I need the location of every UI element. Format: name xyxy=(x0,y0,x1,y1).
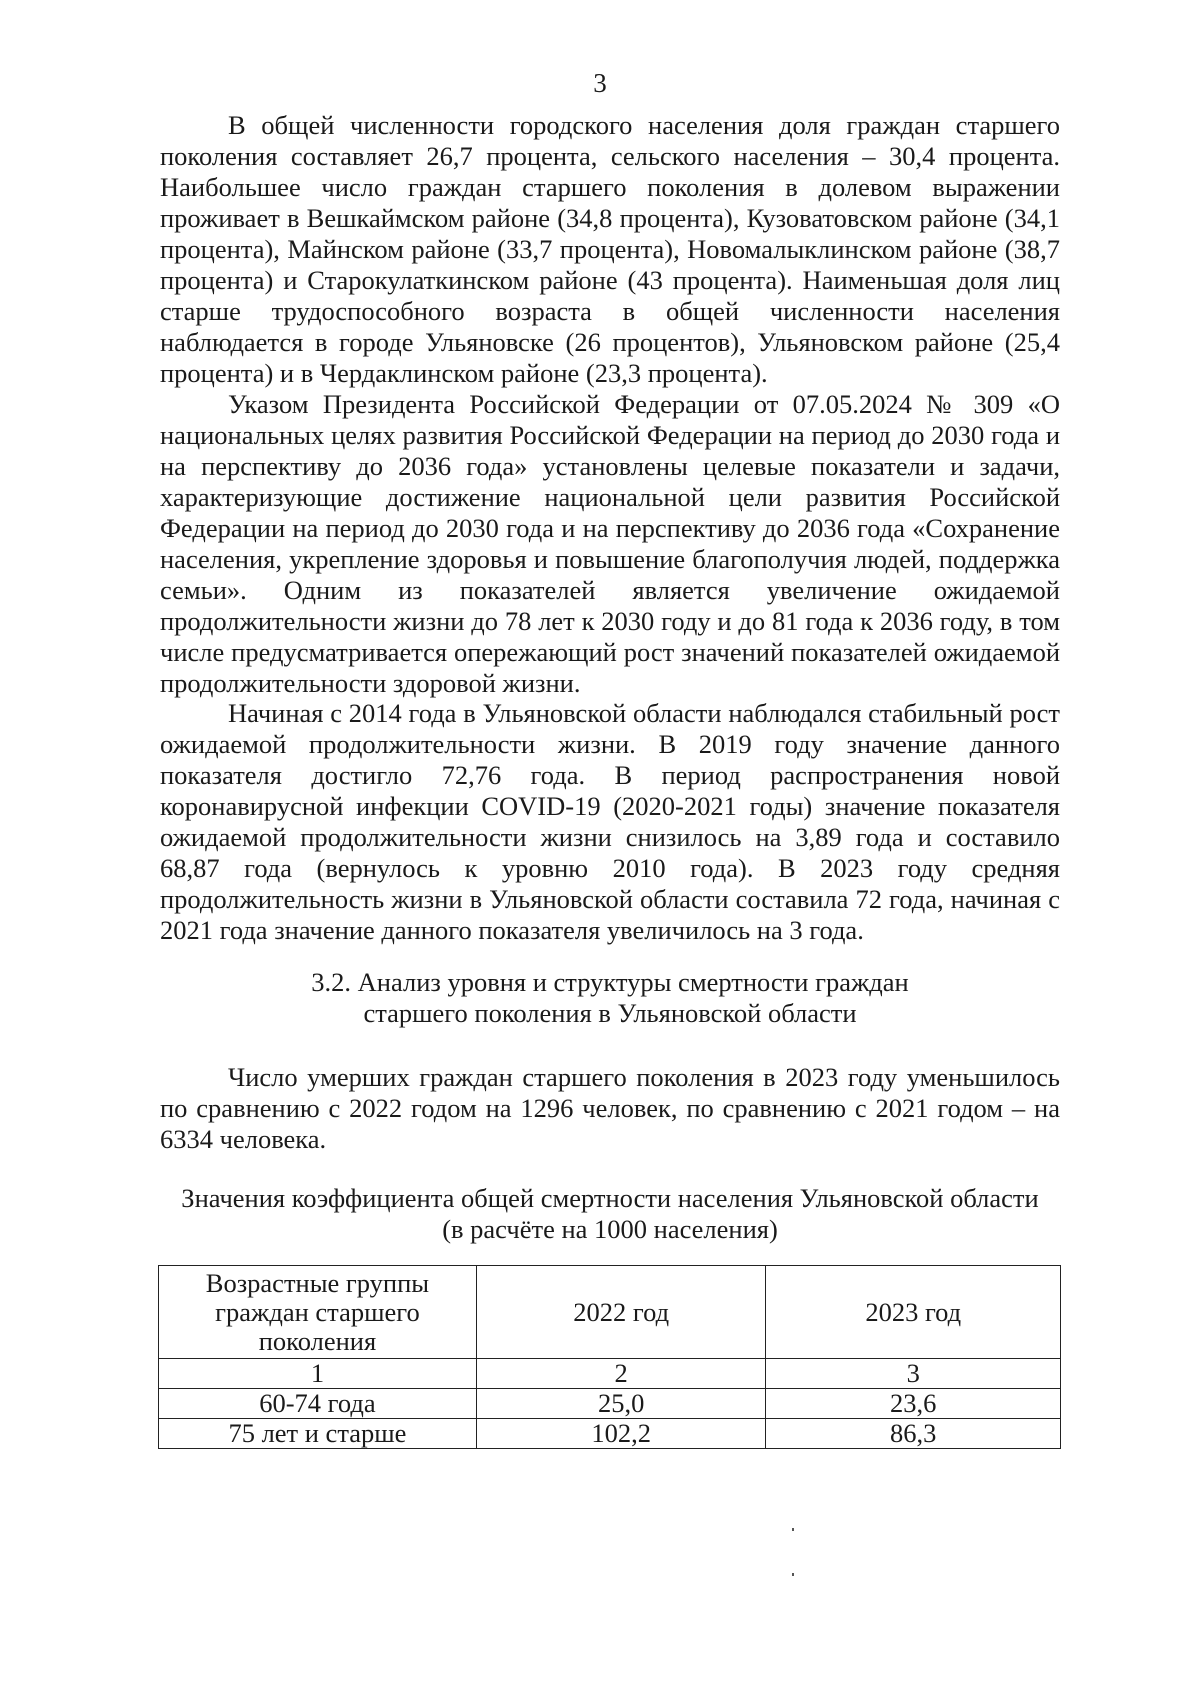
cell-2022-value: 25,0 xyxy=(476,1389,766,1419)
header-2022: 2022 год xyxy=(476,1266,766,1359)
table-header-row xyxy=(159,1266,1061,1359)
column-number-2: 2 xyxy=(476,1359,766,1389)
mortality-table xyxy=(158,1265,1061,1449)
cell-age-group: 60-74 года xyxy=(159,1389,477,1419)
header-age-groups xyxy=(159,1266,477,1359)
scan-speck xyxy=(792,1573,794,1576)
table-row xyxy=(159,1389,1061,1419)
cell-2022-value: 102,2 xyxy=(476,1419,766,1449)
table-caption-line-2: (в расчёте на 1000 населения) xyxy=(442,1214,778,1244)
section-heading xyxy=(160,967,1060,1029)
table-caption xyxy=(160,1183,1060,1245)
table-row xyxy=(159,1419,1061,1449)
column-number-1: 1 xyxy=(159,1359,477,1389)
cell-2023-value: 23,6 xyxy=(766,1389,1061,1419)
paragraph-presidential-decree: Указом Президента Российской Федерации от 07.05.2024 № 309 «О национальных целях развития Российской Федерации на период до 2030 года и на перспективу до 2036 года» установлены целевые показатели и задачи, характеризующие достижение национальной цели развития Российской Федерации на период до 2030 года и на перспективу до 2036 года «Сохранение населения, укрепление здоровья и повышение благополучия людей, поддержка семьи». Одним из показателей является увеличение ожидаемой продолжительности жизни до 78 лет к 2030 году и до 81 года к 2036 году, в том числе предусматривается опережающий рост значений показателей ожидаемой продолжительности здоровой жизни. xyxy=(160,389,1060,698)
scan-speck xyxy=(792,1528,794,1531)
paragraph-life-expectancy: Начиная с 2014 года в Ульяновской области наблюдался стабильный рост ожидаемой продолжительности жизни. В 2019 году значение данного показателя достигло 72,76 года. В период распространения новой коронавирусной инфекции COVID-19 (2020-2021 годы) значение показателя ожидаемой продолжительности жизни снизилось на 3,89 года и составило 68,87 года (вернулось к уровню 2010 года). В 2023 году средняя продолжительность жизни в Ульяновской области составила 72 года, начиная с 2021 года значение данного показателя увеличилось на 3 года. xyxy=(160,698,1060,945)
cell-2023-value: 86,3 xyxy=(766,1419,1061,1449)
section-heading-line-2: старшего поколения в Ульяновской области xyxy=(363,998,857,1028)
section-heading-line-1: 3.2. Анализ уровня и структуры смертности граждан xyxy=(311,967,909,997)
page-number: 3 xyxy=(593,68,607,98)
header-age-groups-line-3: поколения xyxy=(258,1325,377,1356)
table-caption-line-1: Значения коэффициента общей смертности населения Ульяновской области xyxy=(181,1183,1039,1213)
column-number-3: 3 xyxy=(766,1359,1061,1389)
header-age-groups-line-2: граждан старшего xyxy=(215,1296,420,1327)
header-2023: 2023 год xyxy=(766,1266,1061,1359)
header-age-groups-line-1: Возрастные группы xyxy=(205,1267,430,1298)
table-numbering-row xyxy=(159,1359,1061,1389)
paragraph-deaths: Число умерших граждан старшего поколения в 2023 году уменьшилось по сравнению с 2022 годом на 1296 человек, по сравнению с 2021 годом – на 6334 человека. xyxy=(160,1062,1060,1154)
cell-age-group: 75 лет и старше xyxy=(159,1419,477,1449)
paragraph-population-share: В общей численности городского населения доля граждан старшего поколения составляет 26,7 процента, сельского населения – 30,4 процента. Наибольшее число граждан старшего поколения в долевом выражении проживает в Вешкаймском районе (34,8 процента), Кузоватовском районе (34,1 процента), Майнском районе (33,7 процента), Новомалыклинском районе (38,7 процента) и Старокулаткинском районе (43 процента). Наименьшая доля лиц старше трудоспособного возраста в общей численности населения наблюдается в городе Ульяновске (26 процентов), Ульяновском районе (25,4 процента) и в Чердаклинском районе (23,3 процента). xyxy=(160,110,1060,388)
